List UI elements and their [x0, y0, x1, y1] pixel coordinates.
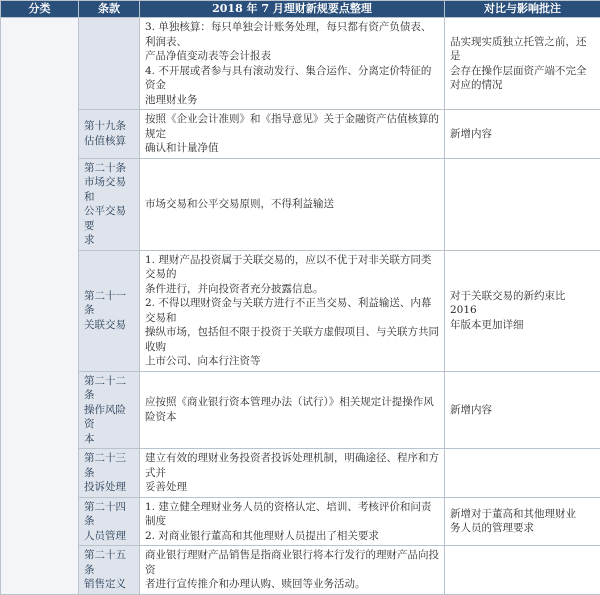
clause-line: 第二十条: [84, 161, 134, 176]
clause-line: 第二十三条: [84, 451, 134, 480]
table-row: [1, 110, 600, 159]
clause-cell: [79, 18, 140, 110]
clause-line: 销售定义: [84, 577, 134, 592]
impact-cell: [445, 110, 600, 159]
content-line: 商业银行理财产品销售是指商业银行将本行发行的理财产品向投资: [145, 548, 439, 577]
table-body: [1, 18, 600, 595]
category-cell: [1, 18, 79, 595]
content-cell: [140, 371, 445, 449]
content-cell: [140, 158, 445, 250]
content-line: 应按照《商业银行资本管理办法（试行）》相关规定计提操作风险资本: [145, 395, 439, 424]
clause-cell: [79, 250, 140, 371]
content-line: 确认和计量净值: [145, 141, 439, 156]
header-clause: 条款: [79, 1, 140, 18]
impact-cell: [445, 371, 600, 449]
content-cell: [140, 110, 445, 159]
impact-line: 会存在操作层面资产端不完全: [450, 64, 595, 79]
content-line: 1. 理财产品投资属于关联交易的，应以不优于对非关联方同类交易的: [145, 253, 439, 282]
content-line: 池理财业务: [145, 93, 439, 108]
clause-line: 求: [84, 233, 134, 248]
clause-cell: [79, 497, 140, 546]
content-cell: [140, 18, 445, 110]
content-cell: [140, 546, 445, 595]
content-line: 条件进行，并向投资者充分披露信息。: [145, 282, 439, 297]
clause-cell: [79, 110, 140, 159]
clause-cell: [79, 371, 140, 449]
content-line: 1. 建立健全理财业务人员的资格认定、培训、考核评价和问责制度: [145, 500, 439, 529]
impact-line: 新增内容: [450, 127, 595, 142]
table-row: [1, 546, 600, 595]
clause-line: 本: [84, 432, 134, 447]
table-header-row: [1, 1, 600, 18]
impact-cell: [445, 449, 600, 498]
clause-line: 第十九条: [84, 119, 134, 134]
table-row: [1, 250, 600, 371]
content-line: 者进行宣传推介和办理认购、赎回等业务活动。: [145, 577, 439, 592]
impact-cell: [445, 497, 600, 546]
clause-line: 第二十二条: [84, 374, 134, 403]
content-line: 上市公司、向本行注资等: [145, 354, 439, 369]
table-row: [1, 371, 600, 449]
table-row: [1, 18, 600, 110]
clause-line: 第二十四条: [84, 500, 134, 529]
content-line: 产品净值变动表等会计报表: [145, 49, 439, 64]
table-row: [1, 449, 600, 498]
clause-line: 公平交易要: [84, 204, 134, 233]
clause-line: 操作风险资: [84, 403, 134, 432]
clause-line: 人员管理: [84, 529, 134, 544]
clause-cell: [79, 158, 140, 250]
content-line: 建立有效的理财业务投资者投诉处理机制，明确途径、程序和方式并: [145, 451, 439, 480]
impact-line: 品实现实质独立托管之前，还是: [450, 35, 595, 64]
content-line: 按照《企业会计准则》和《指导意见》关于金融资产估值核算的规定: [145, 112, 439, 141]
content-cell: [140, 449, 445, 498]
header-content: 2018 年 7 月理财新规要点整理: [140, 1, 445, 18]
content-line: 操纵市场，包括但不限于投资于关联方虚假项目、与关联方共同收购: [145, 325, 439, 354]
table-row: [1, 158, 600, 250]
impact-line: 新增对于董高和其他理财业: [450, 507, 595, 522]
clause-line: 估值核算: [84, 134, 134, 149]
clause-line: 关联交易: [84, 318, 134, 333]
clause-cell: [79, 449, 140, 498]
content-line: 市场交易和公平交易原则，不得利益输送: [145, 197, 439, 212]
content-line: 妥善处理: [145, 480, 439, 495]
impact-cell: [445, 158, 600, 250]
impact-line: 务人员的管理要求: [450, 521, 595, 536]
impact-line: 对应的情况: [450, 78, 595, 93]
clause-line: 市场交易和: [84, 175, 134, 204]
content-cell: [140, 497, 445, 546]
header-category: 分类: [1, 1, 79, 18]
content-line: 2. 不得以理财资金与关联方进行不正当交易、利益输送、内幕交易和: [145, 296, 439, 325]
content-line: 2. 对商业银行董高和其他理财人员提出了相关要求: [145, 529, 439, 544]
impact-cell: [445, 18, 600, 110]
impact-line: 年版本更加详细: [450, 318, 595, 333]
content-line: 4. 不开展或者参与具有滚动发行、集合运作、分离定价特征的资金: [145, 64, 439, 93]
table-row: [1, 497, 600, 546]
content-line: 3. 单独核算：每只单独会计账务处理，每只都有资产负债表、利润表、: [145, 20, 439, 49]
clause-line: 第二十一条: [84, 289, 134, 318]
clause-cell: [79, 546, 140, 595]
clause-line: 第二十五条: [84, 548, 134, 577]
impact-cell: [445, 546, 600, 595]
impact-cell: [445, 250, 600, 371]
header-impact: 对比与影响批注: [445, 1, 600, 18]
impact-line: 对于关联交易的新约束比 2016: [450, 289, 595, 318]
clause-line: 投诉处理: [84, 480, 134, 495]
content-cell: [140, 250, 445, 371]
impact-line: 新增内容: [450, 403, 595, 418]
